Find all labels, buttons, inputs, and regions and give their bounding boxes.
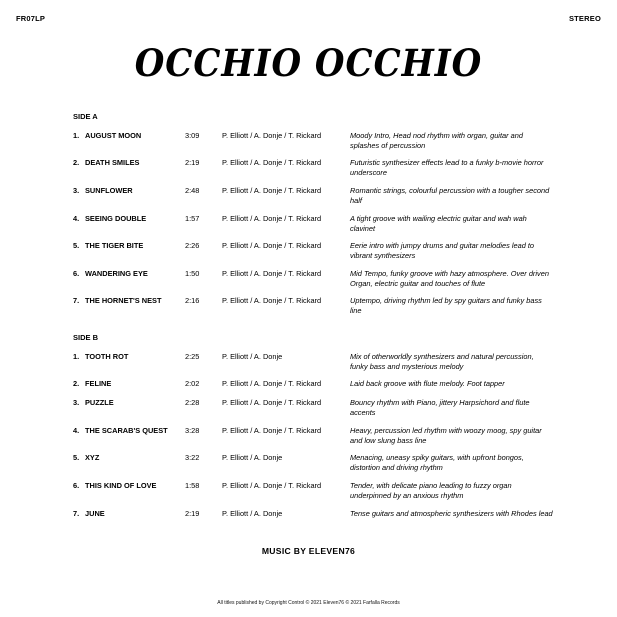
track-description: Tender, with delicate piano leading to fuzzy organ underpinned by an anxious rhythm (350, 481, 512, 500)
track-title: JUNE (85, 509, 105, 518)
side-b-label: SIDE B (73, 333, 99, 342)
track-title: XYZ (85, 453, 100, 462)
track-a5 (73, 241, 553, 267)
track-b6 (73, 481, 553, 507)
track-duration: 1:50 (185, 269, 200, 278)
copyright-footer: All titles published by Copyright Control © 2021 Eleven76 © 2021 Farfalla Records (217, 600, 400, 606)
track-title: THIS KIND OF LOVE (85, 481, 157, 490)
track-number: 4. (73, 214, 80, 223)
track-duration: 2:26 (185, 241, 200, 250)
track-number: 7. (73, 509, 80, 518)
track-number: 5. (73, 241, 80, 250)
track-credits: P. Elliott / A. Donje / T. Rickard (222, 269, 322, 278)
track-credits: P. Elliott / A. Donje / T. Rickard (222, 379, 322, 388)
track-credits: P. Elliott / A. Donje (222, 453, 283, 462)
track-credits: P. Elliott / A. Donje / T. Rickard (222, 241, 322, 250)
track-title: FELINE (85, 379, 112, 388)
track-credits: P. Elliott / A. Donje / T. Rickard (222, 131, 322, 140)
track-a4 (73, 214, 553, 240)
track-number: 4. (73, 426, 80, 435)
track-number: 3. (73, 186, 80, 195)
track-description: Laid back groove with flute melody. Foot tapper (350, 379, 505, 388)
track-duration: 2:19 (185, 509, 200, 518)
track-number: 6. (73, 269, 80, 278)
track-number: 7. (73, 296, 80, 305)
track-duration: 2:28 (185, 398, 200, 407)
track-duration: 1:58 (185, 481, 200, 490)
track-credits: P. Elliott / A. Donje / T. Rickard (222, 426, 322, 435)
track-credits: P. Elliott / A. Donje / T. Rickard (222, 214, 322, 223)
music-by-credit: MUSIC BY ELEVEN76 (261, 546, 356, 556)
track-credits: P. Elliott / A. Donje (222, 509, 283, 518)
track-duration: 2:19 (185, 158, 200, 167)
track-duration: 2:25 (185, 352, 200, 361)
track-duration: 2:48 (185, 186, 200, 195)
track-description: A tight groove with wailing electric guitar and wah wah clavinet (350, 214, 527, 233)
track-title: WANDERING EYE (85, 269, 148, 278)
track-a2 (73, 158, 553, 184)
track-b1 (73, 352, 553, 378)
track-number: 1. (73, 352, 80, 361)
track-a7 (73, 296, 553, 322)
track-description: Romantic strings, colourful percussion with a tougher second half (350, 186, 550, 205)
track-description: Eerie intro with jumpy drums and guitar melodies lead to vibrant synthesizers (350, 241, 535, 260)
track-duration: 3:28 (185, 426, 200, 435)
track-title: DEATH SMILES (85, 158, 140, 167)
track-credits: P. Elliott / A. Donje / T. Rickard (222, 481, 322, 490)
track-description: Mid Tempo, funky groove with hazy atmosphere. Over driven Organ, electric guitar and touches of flute (350, 269, 549, 288)
track-title: SUNFLOWER (85, 186, 133, 195)
track-number: 5. (73, 453, 80, 462)
track-duration: 1:57 (185, 214, 200, 223)
album-title: OCCHIO OCCHIO (134, 42, 483, 86)
track-description: Uptempo, driving rhythm led by spy guitars and funky bass line (350, 296, 542, 315)
track-title: THE HORNET'S NEST (85, 296, 162, 305)
track-title: AUGUST MOON (85, 131, 142, 140)
track-credits: P. Elliott / A. Donje / T. Rickard (222, 398, 322, 407)
track-a3 (73, 186, 553, 212)
track-credits: P. Elliott / A. Donje (222, 352, 283, 361)
track-description: Mix of otherworldly synthesizers and natural percussion, funky bass and mysterious melody (350, 352, 534, 371)
track-b3 (73, 398, 553, 424)
track-credits: P. Elliott / A. Donje / T. Rickard (222, 296, 322, 305)
track-title: PUZZLE (85, 398, 114, 407)
track-description: Menacing, uneasy spiky guitars, with upfront bongos, distortion and driving rhythm (350, 453, 524, 472)
catalog-number: FR07LP (16, 14, 46, 23)
track-duration: 3:09 (185, 131, 200, 140)
track-number: 2. (73, 379, 80, 388)
track-credits: P. Elliott / A. Donje / T. Rickard (222, 158, 322, 167)
track-description: Heavy, percussion led rhythm with woozy moog, spy guitar and low slung bass line (350, 426, 542, 445)
track-number: 2. (73, 158, 80, 167)
track-number: 6. (73, 481, 80, 490)
track-description: Tense guitars and atmospheric synthesizers with Rhodes lead (350, 509, 553, 518)
track-description: Futuristic synthesizer effects lead to a funky b-movie horror underscore (350, 158, 544, 177)
track-description: Moody Intro, Head nod rhythm with organ, guitar and splashes of percussion (350, 131, 523, 150)
track-title: THE SCARAB'S QUEST (85, 426, 168, 435)
track-description: Bouncy rhythm with Piano, jittery Harpsichord and flute accents (350, 398, 530, 417)
track-number: 3. (73, 398, 80, 407)
track-duration: 2:02 (185, 379, 200, 388)
track-b5 (73, 453, 553, 479)
track-title: SEEING DOUBLE (85, 214, 147, 223)
format-label: STEREO (568, 14, 601, 23)
track-title: TOOTH ROT (85, 352, 129, 361)
side-a-label: SIDE A (73, 112, 98, 121)
track-a6 (73, 269, 553, 295)
track-b4 (73, 426, 553, 452)
track-duration: 3:22 (185, 453, 200, 462)
track-number: 1. (73, 131, 80, 140)
track-duration: 2:16 (185, 296, 200, 305)
track-title: THE TIGER BITE (85, 241, 144, 250)
track-a1 (73, 131, 553, 157)
track-b7 (73, 509, 553, 535)
track-credits: P. Elliott / A. Donje / T. Rickard (222, 186, 322, 195)
